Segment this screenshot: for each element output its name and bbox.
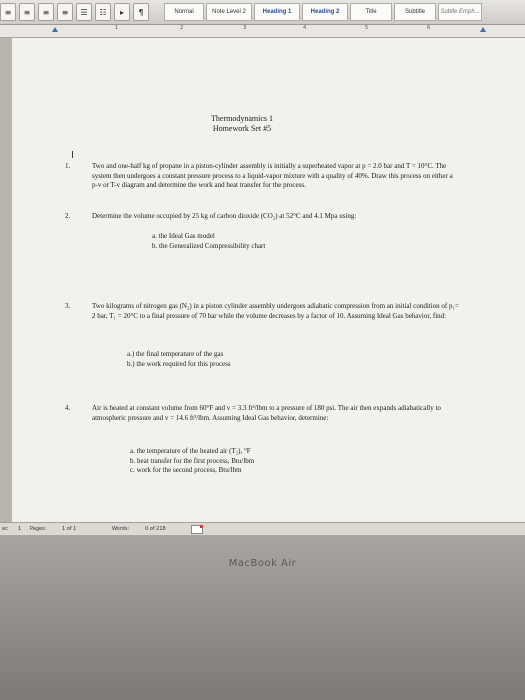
section-label: ec — [2, 526, 8, 532]
ruler-tick: 3 — [243, 25, 247, 31]
document-page[interactable] — [12, 38, 525, 522]
q3-subitems — [127, 350, 231, 369]
q4-text: Air is heated at constant volume from 60°F and v = 3.3 ft³/lbm to a pressure of 180 psi. The air then expands adiabatically to atmospheric pressure and v = 14.6 ft³/lbm. Assuming Ideal Gas behavior, determine: — [92, 404, 441, 422]
ruler-tick: 1 — [115, 25, 119, 31]
q4-item-c: c. work for the second process, Btu/lbm — [130, 466, 242, 474]
styles-gallery — [164, 3, 482, 21]
style-title[interactable]: Title — [350, 3, 392, 21]
q3-item-b: b.) the work required for this process — [127, 359, 231, 368]
style-heading-2[interactable]: Heading 2 — [302, 3, 348, 21]
right-indent-marker[interactable] — [480, 27, 486, 32]
paragraph-styles-icon[interactable]: ¶ — [133, 3, 149, 21]
style-subtitle[interactable]: Subtitle — [394, 3, 436, 21]
align-center-icon[interactable]: ≡ — [19, 3, 35, 21]
formatting-toolbar — [0, 0, 525, 25]
q4-subitems — [130, 447, 254, 476]
words-label: Words: — [112, 526, 130, 532]
text-cursor-icon: I — [71, 150, 74, 161]
style-normal[interactable]: Normal — [164, 3, 204, 21]
justify-icon[interactable]: ≡ — [57, 3, 73, 21]
doc-title: Thermodynamics 1 — [211, 114, 273, 123]
words-value[interactable]: 0 of 218 — [145, 526, 166, 532]
style-subtle-emphasis[interactable]: Subtle Emph... — [438, 3, 482, 21]
q1-number: 1. — [65, 162, 71, 170]
ruler-tick: 6 — [427, 25, 431, 31]
align-left-icon[interactable]: ≡ — [0, 3, 16, 21]
pages-value[interactable]: 1 of 1 — [62, 526, 77, 532]
q3-item-a: a.) the final temperature of the gas — [127, 350, 224, 358]
q2-text: Determine the volume occupied by 25 kg of carbon dioxide (CO₂) at 52°C and 4.1 Mpa using: — [92, 212, 357, 220]
ruler-tick: 4 — [303, 25, 307, 31]
align-right-icon[interactable]: ≡ — [38, 3, 54, 21]
style-heading-1[interactable]: Heading 1 — [254, 3, 300, 21]
q2-subitems — [152, 232, 265, 251]
section-number: 1 — [18, 526, 22, 532]
style-note-level-2[interactable]: Note Level 2 — [206, 3, 252, 21]
numbered-list-icon[interactable]: ☷ — [95, 3, 111, 21]
q3-number: 3. — [65, 302, 71, 310]
q2-number: 2. — [65, 212, 71, 220]
pages-label: Pages: — [30, 526, 47, 532]
paragraph-tools — [0, 3, 149, 21]
proofing-status-icon[interactable] — [191, 525, 203, 534]
status-bar — [0, 522, 525, 535]
ruler-tick: 5 — [365, 25, 369, 31]
q1-text: Two and one-half kg of propane in a piston-cylinder assembly is initially a superheated vapor at p = 2.0 bar and T = 10°C. The system then undergoes a constant pressure process to a liquid-vapor mixture with a quality of 40%. Draw this process on either a p-v or T-v diagram and determine the work and heat transfer for the process. — [92, 162, 453, 189]
laptop-brand-label: MacBook Air — [228, 558, 297, 569]
q2-item-b: b. the Generalized Compressibility chart — [152, 241, 266, 250]
horizontal-ruler[interactable] — [0, 25, 525, 38]
q4-item-a: a. the temperature of the heated air (T₂), °F — [130, 447, 251, 455]
bullet-list-icon[interactable]: ☰ — [76, 3, 92, 21]
left-indent-marker[interactable] — [52, 27, 58, 32]
ruler-tick: 2 — [180, 25, 184, 31]
q3-text: Two kilograms of nitrogen gas (N₂) in a piston cylinder assembly undergoes adiabatic compression from an initial condition of p₁= 2 bar, T₁ = 20°C to a final pressure of 70 bar while the volume decreases by a factor of 10. Assuming Ideal Gas behavior, find: — [92, 302, 459, 320]
q4-item-b: b. heat transfer for the first process, Btu/lbm — [130, 456, 255, 465]
q4-number: 4. — [65, 404, 71, 412]
q2-item-a: a. the Ideal Gas model — [152, 232, 215, 240]
indent-icon[interactable]: ▸ — [114, 3, 130, 21]
doc-subtitle: Homework Set #5 — [212, 124, 272, 133]
